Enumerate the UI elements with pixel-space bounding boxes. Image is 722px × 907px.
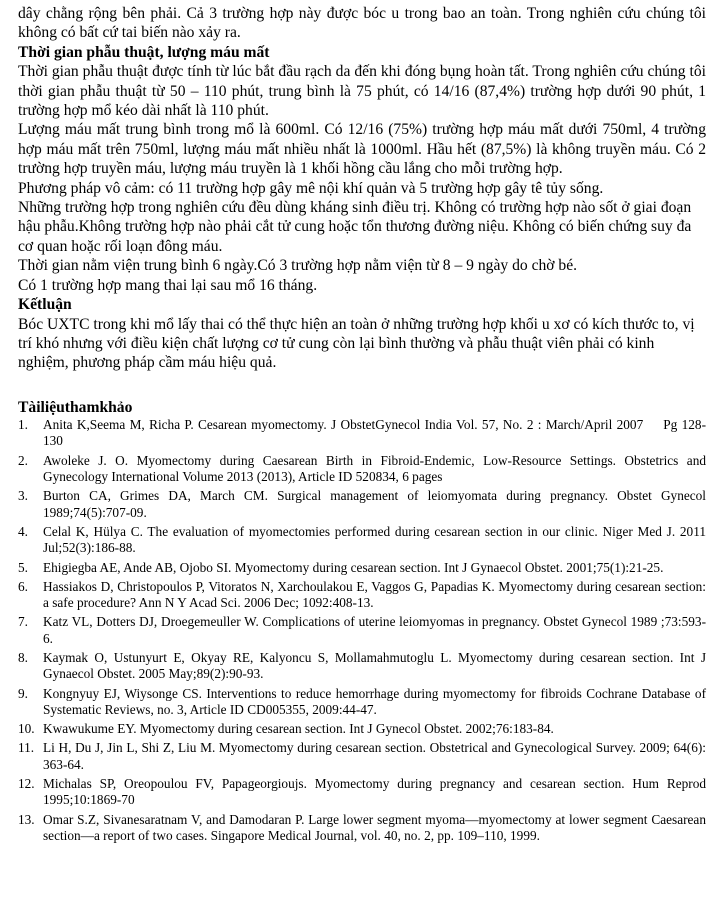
reference-item (18, 740, 706, 773)
reference-text: Kwawukume EY. Myomectomy during cesarean section. Int J Gynecol Obstet. 2002;76:183-84. (43, 721, 554, 737)
paragraph-conclusion: Bóc UXTC trong khi mổ lấy thai có thể thực hiện an toàn ở những trường hợp khối u xơ có kích thước to, vị trí khó nhưng với điều kiện chất lượng cơ tử cung còn lại bình thường và phẫu thuật viên phải có kinh nghiệm, phương pháp cầm máu hiệu quả. (18, 315, 695, 372)
section-heading-conclusion: Kếtluận (18, 296, 72, 314)
paragraph-hospital-stay: Thời gian nằm viện trung bình 6 ngày.Có 3 trường hợp nằm viện từ 8 – 9 ngày do chờ bé. (18, 257, 578, 275)
reference-number: 9. (18, 685, 28, 701)
reference-number: 5. (18, 559, 28, 575)
reference-text: Li H, Du J, Jin L, Shi Z, Liu M. Myomectomy during cesarean section. Obstetrical and Gynecological Survey. 2009; 64(6): 363-64. (43, 740, 706, 772)
reference-item (18, 812, 706, 845)
reference-item (18, 579, 706, 612)
reference-item (18, 721, 706, 737)
reference-item (18, 488, 706, 521)
reference-pages: Pg 128-130 (43, 417, 706, 449)
reference-number: 13. (18, 811, 35, 827)
reference-text: Burton CA, Grimes DA, March CM. Surgical management of leiomyomata during pregnancy. Obstet Gynecol 1989;74(5):707-09. (43, 488, 706, 520)
reference-item (18, 686, 706, 719)
section-heading-references: Tàiliệuthamkhảo (18, 398, 133, 416)
reference-item (18, 560, 706, 576)
reference-text: Ehigiegba AE, Ande AB, Ojobo SI. Myomectomy during cesarean section. Int J Gynaecol Obstet. 2001;75(1):21-25. (43, 559, 664, 575)
reference-text: Michalas SP, Oreopoulou FV, Papageorgioujs. Myomectomy during pregnancy and cesarean section. Hum Reprod 1995;10:1869-70 (43, 776, 706, 808)
reference-list (18, 417, 706, 844)
paragraph-antibiotics: Những trường hợp trong nghiên cứu đều dùng kháng sinh điều trị. Không có trường hợp nào sốt ở giai đoạn hậu phẫu.Không trường hợp nào phải cắt tử cung hoặc tổn thương đường niệu. Không có biến chứng suy đa cơ quan hoặc rối loạn đông máu. (18, 199, 692, 255)
paragraph-blood-loss: Lượng máu mất trung bình trong mổ là 600ml. Có 12/16 (75%) trường hợp máu mất dưới 750ml, 4 trường hợp máu mất trên 750ml, lượng máu mất nhiều nhất là 1000ml. Hầu hết (87,5%) là không truyền máu. Có 2 trường hợp truyền máu, lượng máu truyền là 1 khối hồng cầu lắng cho mỗi trường hợp. (18, 121, 706, 178)
reference-number: 4. (18, 523, 28, 539)
reference-number: 2. (18, 452, 28, 468)
reference-item (18, 614, 706, 647)
paragraph-pregnancy: Có 1 trường hợp mang thai lại sau mổ 16 tháng. (18, 276, 318, 294)
section-spacer (18, 373, 706, 398)
paragraph-intro: dây chằng rộng bên phải. Cả 3 trường hợp này được bóc u trong bao an toàn. Trong nghiên cứu chúng tôi không có bất cứ tai biến nào xảy ra. (18, 5, 706, 42)
reference-text: Celal K, Hülya C. The evaluation of myomectomies performed during cesarean section in our clinic. Niger Med J. 2011 Jul;52(3):186-88. (43, 523, 706, 556)
reference-text: Hassiakos D, Christopoulos P, Vitoratos N, Xarchoulakou E, Vaggos G, Papadias K. Myomectomy during cesarean section: a safe procedure? Ann N Y Acad Sci. 2006 Dec; 1092:408-13. (43, 578, 706, 611)
reference-text (43, 417, 706, 450)
reference-number: 11. (18, 740, 35, 756)
reference-item (18, 776, 706, 809)
reference-number: 1. (18, 417, 28, 433)
document-page (18, 4, 706, 847)
reference-number: 7. (18, 614, 28, 630)
paragraph-anesthesia: Phương pháp vô cảm: có 11 trường hợp gây mê nội khí quản và 5 trường hợp gây tê tủy sống. (18, 179, 604, 197)
reference-number: 3. (18, 488, 28, 504)
reference-text: Katz VL, Dotters DJ, Droegemeuller W. Complications of uterine leiomyomas in pregnancy. Obstet Gynecol 1989 ;73:593-6. (43, 614, 706, 646)
reference-item (18, 524, 706, 557)
reference-item (18, 650, 706, 683)
reference-text: Kongnyuy EJ, Wiysonge CS. Interventions to reduce hemorrhage during myomectomy for fibroids Cochrane Database of Systematic Reviews, no. 3, Article ID CD005355, 2009:44-47. (43, 685, 706, 717)
reference-item (18, 453, 706, 486)
reference-text: Awoleke J. O. Myomectomy during Caesarean Birth in Fibroid-Endemic, Low-Resource Settings. Obstetrics and Gynecology International Volume 2013 (2013), Article ID 520834, 6 pages (43, 452, 706, 485)
reference-number: 10. (18, 721, 35, 737)
reference-number: 12. (18, 776, 35, 792)
reference-text: Omar S.Z, Sivanesaratnam V, and Damodaran P. Large lower segment myoma—myomectomy at lower segment Caesarean section—a report of two cases. Singapore Medical Journal, vol. 40, no. 2, pp. 109–110, 1999. (43, 811, 706, 843)
reference-text-main: Anita K,Seema M, Richa P. Cesarean myomectomy. J ObstetGynecol India Vol. 57, No. 2 : March/April 2007 (43, 417, 644, 433)
reference-number: 6. (18, 578, 28, 594)
reference-text: Kaymak O, Ustunyurt E, Okyay RE, Kalyoncu S, Mollamahmutoglu L. Myomectomy during cesarean section. Int J Gynaecol Obstet. 2005 May;89(2):90-93. (43, 649, 706, 682)
section-heading-operation-time: Thời gian phẫu thuật, lượng máu mất (18, 43, 270, 61)
reference-item (18, 417, 706, 450)
paragraph-operation-time: Thời gian phẫu thuật được tính từ lúc bắt đầu rạch da đến khi đóng bụng hoàn tất. Trong nghiên cứu chúng tôi thời gian phẫu thuật từ 50 – 110 phút, trung bình là 75 phút, có 14/16 (87,4%) trường hợp dưới 90 phút, 1 trường hợp mổ kéo dài nhất là 110 phút. (18, 63, 706, 120)
reference-number: 8. (18, 649, 28, 665)
